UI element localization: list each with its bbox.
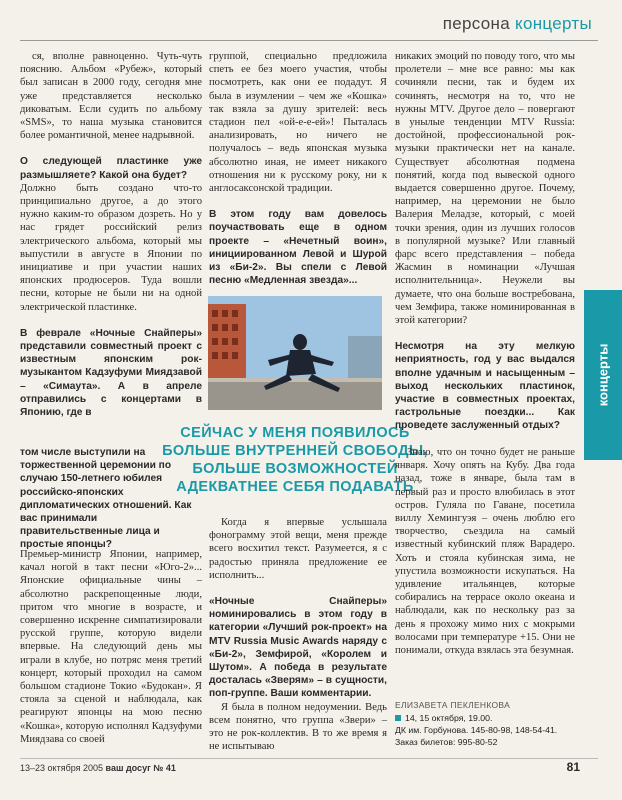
column-1 (20, 50, 202, 419)
question-paragraph: Несмотря на эту мелкую неприятность, год у вас выдался вполне удачным и насыщенным – выход нескольких пластинок, участие в совместных проектах, гастрольные поездки... Как проведете заслуженный отдых? (395, 341, 575, 432)
event-date: 14, 15 октября, 19.00. (405, 713, 493, 723)
question-paragraph: О следующей пластинке уже размышляете? Какой она будет? (20, 156, 202, 181)
side-tab-label: концерты (595, 343, 611, 407)
event-venue: ДК им. Горбунова. 145-80-98, 148-54-41. (395, 725, 558, 735)
rubric-label: концерты (515, 14, 592, 33)
text-paragraph: Должно быть создано что-то принципиально другое, а до этого нужно каким-то образом дозреть. Но у нас грядет российский релиз электрического альбома, который мы выпустили в августе в Японии по инициативе и при участии наших японских продюсеров. Туда вошли песни, которые не были ни на одной электрической пластинке. (20, 182, 202, 313)
page-number: 81 (566, 760, 580, 774)
pull-quote: СЕЙЧАС У МЕНЯ ПОЯВИЛОСЬ БОЛЬШЕ ВНУТРЕННЕЙ СВОБОДЫ, БОЛЬШЕ ВОЗМОЖНОСТЕЙ АДЕКВАТНЕЕ СЕБЯ ПОДАВАТЬ (162, 425, 428, 495)
photo-illustration (208, 296, 382, 410)
magazine-name: ваш досуг № 41 (105, 763, 176, 773)
column-3 (395, 50, 575, 433)
question-paragraph: «Ночные Снайперы» номинировались в этом году в категории «Лучший рок-проект» на MTV Russia Music Awards наряду с «Би-2», Земфирой, «Королем и Шутом». А победа в результате досталась «Зверям» – в сущности, поп-группе. Ваши комментарии. (209, 596, 387, 700)
column-3-lower (395, 446, 575, 657)
question-paragraph: В этом году вам довелось поучаствовать еще в одном проекте – «Нечетный воин», инициированном Левой и Шурой из «Би-2». Вы спели с Левой песню «Медленная звезда»... (209, 209, 387, 287)
text-paragraph: ся, вполне равноценно. Чуть-чуть пояснию. Альбом «Рубеж», который был записан в 2000 году, сегодня мне уже представляется несколько диковатым. Если судить по альбому «SMS», то наша музыка становится более романтичной, менее надрывной. (20, 51, 202, 142)
column-2 (209, 50, 387, 287)
event-tickets: Заказ билетов: 995-80-52 (395, 737, 498, 747)
author-byline: ЕЛИЗАВЕТА ПЕКЛЕНКОВА (395, 700, 511, 710)
footer-rule (20, 758, 598, 759)
event-info (395, 712, 557, 748)
column-1-answer (20, 548, 202, 746)
answer-paragraph: Знаю, что он точно будет не раньше января. Хочу опять на Кубу. Два года назад, тоже в январе, была там в первый раз и просто влюбилась в этот остров. Гуляла по Гаване, посетила виллу Хемингуэя – очень люблю его творчество, съездила на самый известный кубинский пляж Варадеро. Хоть и стояла кубинская зима, не упустила возможности искупаться. На удивление итальянцев, которые собирались на террасе около океана и наблюдали, как по нескольку раз за день я прохожу мимо них с мокрыми волосами при температуре +15. Они не понимали, откуда взялась эта безумная. (395, 447, 575, 657)
text-paragraph: Я была в полном недоумении. Ведь всем понятно, что группа «Звери» – это не рок-коллектив. В то же время я не испытываю (209, 701, 387, 753)
question-paragraph: В феврале «Ночные Снайперы» представили совместный проект с известным японским рок-музыкантом Кадзуфуми Миядзавой – «Симаута». А в апреле отправились с концертами в Японию, где в (20, 327, 202, 419)
text-paragraph: группой, специально предложила спеть ее без моего участия, чтобы посмотреть, как они ее подадут. Я была в изумлении – чем же «Кошка» так взяла за душу зрителей: весь стадион пел «ой-е-е-ей»! Пыталась анализировать, но ничего не получалось – ведь японская музыка абсолютно иная, не имеет никакого отношения ни к русскому року, ни к англосаксонской традиции. (209, 51, 387, 195)
page-footer (20, 763, 176, 773)
section-label: персона (442, 14, 510, 33)
header-rule (20, 40, 598, 41)
column-2-lower (209, 516, 387, 753)
question-paragraph: том числе выступили на торжественной церемонии по случаю 150-летнего юбилея российско-японских дипломатических отношений. Как вас принимали правительственные лица и простые японцы? (20, 447, 192, 551)
text-paragraph: Когда я впервые услышала фонограмму этой вещи, меня прежде всего восхитил текст. Разумеется, я с радостью приняла предложение ее исполнить... (209, 517, 387, 581)
photo-musician-on-rooftop (208, 296, 382, 410)
issue-dates: 13–23 октября 2005 (20, 763, 104, 773)
page-header (443, 14, 592, 34)
answer-paragraph: Премьер-министр Японии, например, качал ногой в такт песни «Юго-2»... Японские официальные чины – абсолютно раскрепощенные люди, притом что многие в возрасте, и совершенно искренне симпатизировали русской группе, которую видели впервые. На следующий день мы играли в клубе, но потряс меня третий концерт, который проходил на самом большом стадионе Токио «Будокан». Я стояла за сценой и наблюдала, как реагируют японцы на мою песню «Кошка», которую исполнял Кадзуфуми Миядзава со своей (20, 549, 202, 745)
text-paragraph: никаких эмоций по поводу того, что мы пролетели – мне все равно: мы как сочиняли песни, так и будем их сочинять, несмотря на то, что не нужны MTV. Другое дело – повергают в унылые тенденции MTV Russia: достойной, профессиональной рок-музыки практически нет на канале. Существует абсолютная подмена понятий, когда под вывеской одного выдается совершенно другое. Почему, например, на церемонии не было Валерия Меладзе, который, с моей точки зрения, один из лучших голосов в популярной музыке? Или главный фарс всего представления – победа Жасмин в номинации «Лучшая исполнительница». Неужели вы думаете, что она больше востребована, чем Земфира, также номинированная в этой категории? (395, 51, 575, 327)
section-side-tab (584, 290, 622, 460)
square-bullet-icon (395, 715, 401, 721)
